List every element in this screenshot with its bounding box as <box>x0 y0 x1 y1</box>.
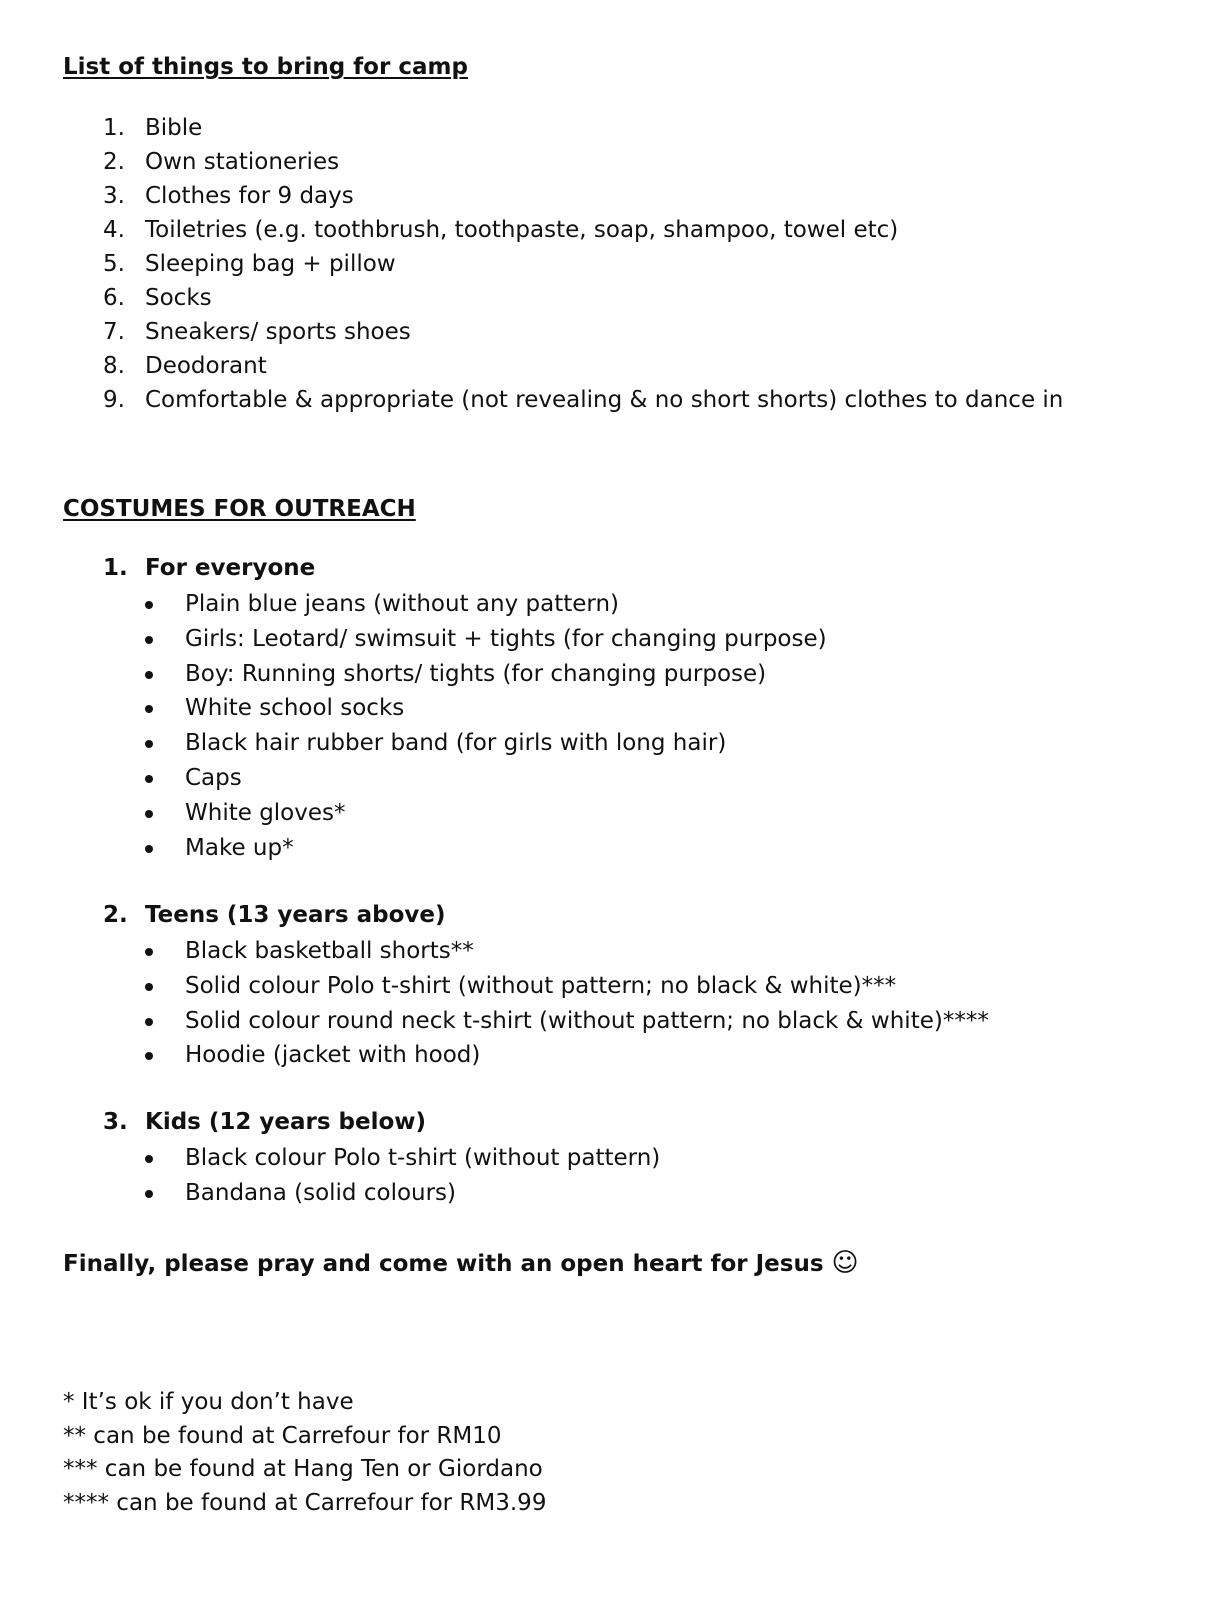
bullet-list <box>0 587 827 865</box>
item-text: White school socks <box>185 695 405 722</box>
list-item <box>0 1038 989 1073</box>
list-item <box>0 622 827 657</box>
item-text: Black basketball shorts** <box>185 938 474 964</box>
bullet-icon <box>145 948 153 956</box>
section-number: 2. <box>103 902 128 928</box>
section-number: 1. <box>103 555 128 581</box>
bullet-list <box>0 934 989 1073</box>
item-text: Bandana (solid colours) <box>185 1179 457 1206</box>
closing-message <box>63 1248 859 1278</box>
list-item <box>0 111 1063 145</box>
bullet-icon <box>145 775 153 783</box>
bullet-icon <box>145 1052 153 1060</box>
footnote: *** can be found at Hang Ten or Giordano <box>63 1456 543 1482</box>
list-item <box>0 281 1063 315</box>
footnote: * It’s ok if you don’t have <box>63 1389 354 1415</box>
bullet-icon <box>145 671 153 679</box>
item-text: Solid colour Polo t-shirt (without pattern; no black & white)*** <box>185 972 897 999</box>
item-text: Toiletries (e.g. toothbrush, toothpaste, soap, shampoo, towel etc) <box>145 217 899 243</box>
item-number: 7. <box>103 319 125 345</box>
list-item <box>0 969 989 1004</box>
item-text: Black hair rubber band (for girls with long hair) <box>185 730 727 757</box>
bullet-icon <box>145 740 153 748</box>
item-text: Clothes for 9 days <box>145 183 354 209</box>
bullet-icon <box>145 1155 153 1163</box>
bullet-icon <box>145 845 153 853</box>
item-text: Boy: Running shorts/ tights (for changing purpose) <box>185 660 767 687</box>
list-item <box>0 1176 660 1211</box>
item-text: Black colour Polo t-shirt (without pattern) <box>185 1145 661 1171</box>
list-item <box>0 657 827 692</box>
bullet-icon <box>145 810 153 818</box>
item-number: 5. <box>103 251 125 277</box>
section-title <box>0 900 989 930</box>
footnote: **** can be found at Carrefour for RM3.99 <box>63 1489 547 1516</box>
bullet-icon <box>145 636 153 644</box>
section-for-everyone <box>0 553 827 865</box>
footnote: ** can be found at Carrefour for RM10 <box>63 1422 502 1449</box>
item-number: 8. <box>103 353 125 379</box>
list-item <box>0 1141 660 1176</box>
item-text: Comfortable & appropriate (not revealing & no short shorts) clothes to dance in <box>145 387 1064 413</box>
section-title-text: For everyone <box>145 555 316 581</box>
bullet-list <box>0 1141 660 1211</box>
bullet-icon <box>145 1018 153 1026</box>
item-text: White gloves* <box>185 799 346 826</box>
list-item <box>0 761 827 796</box>
bullet-icon <box>145 983 153 991</box>
footnotes <box>63 1386 546 1520</box>
list-item <box>0 349 1063 383</box>
item-text: Hoodie (jacket with hood) <box>185 1042 481 1069</box>
bullet-icon <box>145 601 153 609</box>
item-number: 2. <box>103 149 125 175</box>
camp-items-list <box>0 111 1063 417</box>
section-title-text: Kids (12 years below) <box>145 1109 427 1135</box>
item-text: Deodorant <box>145 353 267 379</box>
section-title-text: Teens (13 years above) <box>145 902 446 928</box>
bullet-icon <box>145 1190 153 1198</box>
list-item <box>0 691 827 726</box>
item-text: Bible <box>145 115 203 141</box>
list-item <box>0 213 1063 247</box>
list-item <box>0 383 1063 417</box>
list-item <box>0 726 827 761</box>
list-item <box>0 315 1063 349</box>
section-kids <box>0 1107 660 1211</box>
item-text: Sleeping bag + pillow <box>145 251 396 277</box>
smiley-icon: ☺ <box>831 1248 859 1278</box>
item-text: Own stationeries <box>145 149 340 175</box>
section-number: 3. <box>103 1109 128 1135</box>
item-text: Solid colour round neck t-shirt (without pattern; no black & white)**** <box>185 1007 989 1034</box>
item-number: 9. <box>103 387 125 413</box>
bullet-icon <box>145 705 153 713</box>
item-text: Sneakers/ sports shoes <box>145 319 411 345</box>
closing-text: Finally, please pray and come with an open heart for Jesus <box>63 1251 824 1277</box>
list-item <box>0 145 1063 179</box>
list-item <box>0 179 1063 213</box>
item-number: 6. <box>103 285 125 311</box>
camp-list-heading: List of things to bring for camp <box>63 54 468 80</box>
list-item <box>0 831 827 866</box>
item-text: Plain blue jeans (without any pattern) <box>185 591 619 617</box>
item-number: 3. <box>103 183 125 209</box>
list-item <box>0 796 827 831</box>
item-text: Make up* <box>185 834 294 861</box>
list-item <box>0 1004 989 1039</box>
item-number: 1. <box>103 115 125 141</box>
list-item <box>0 247 1063 281</box>
list-item <box>0 587 827 622</box>
item-text: Caps <box>185 764 242 791</box>
list-item <box>0 934 989 969</box>
item-text: Socks <box>145 285 212 311</box>
section-teens <box>0 900 989 1073</box>
section-title <box>0 1107 660 1137</box>
costumes-heading: COSTUMES FOR OUTREACH <box>63 496 416 522</box>
section-title <box>0 553 827 583</box>
item-number: 4. <box>103 217 125 243</box>
item-text: Girls: Leotard/ swimsuit + tights (for changing purpose) <box>185 625 827 652</box>
